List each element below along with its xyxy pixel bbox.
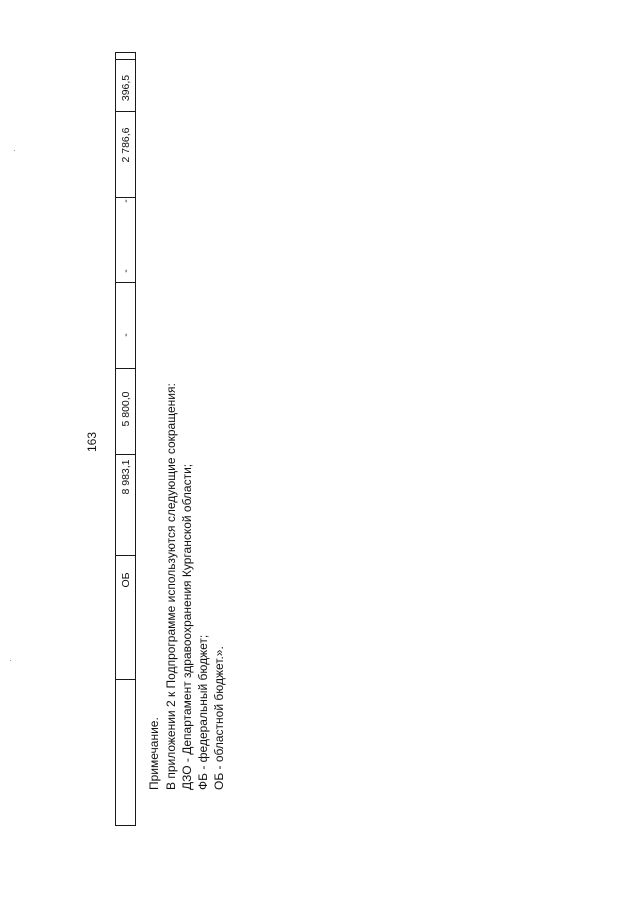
value-cell: - <box>120 333 132 337</box>
note-line: ОБ - областной бюджет.». <box>212 646 226 790</box>
value-cell: 5 800,0 <box>120 391 132 427</box>
value-cell: 8 983,1 <box>120 459 132 495</box>
note-line: ФБ - федеральный бюджет; <box>196 634 210 790</box>
column-separator <box>116 368 135 369</box>
page-number: 163 <box>85 431 99 453</box>
scan-speck <box>14 150 15 151</box>
column-separator <box>116 282 135 283</box>
column-separator <box>116 679 135 680</box>
note-line: ДЗО - Департамент здравоохранения Курганской области; <box>180 463 194 790</box>
note-title: Примечание. <box>147 717 161 790</box>
value-cell: 2 786,6 <box>120 127 132 163</box>
value-cell: - <box>120 269 132 273</box>
table-row <box>115 52 136 826</box>
value-cell: 396,5 <box>120 74 132 102</box>
column-separator <box>116 59 135 60</box>
column-separator <box>116 555 135 556</box>
budget-code-cell: ОБ <box>120 572 132 588</box>
note-line: В приложении 2 к Подпрограмме используются следующие сокращения: <box>164 383 178 790</box>
column-separator <box>116 111 135 112</box>
value-cell: - <box>120 199 132 203</box>
scan-speck <box>10 660 11 661</box>
column-separator <box>116 454 135 455</box>
